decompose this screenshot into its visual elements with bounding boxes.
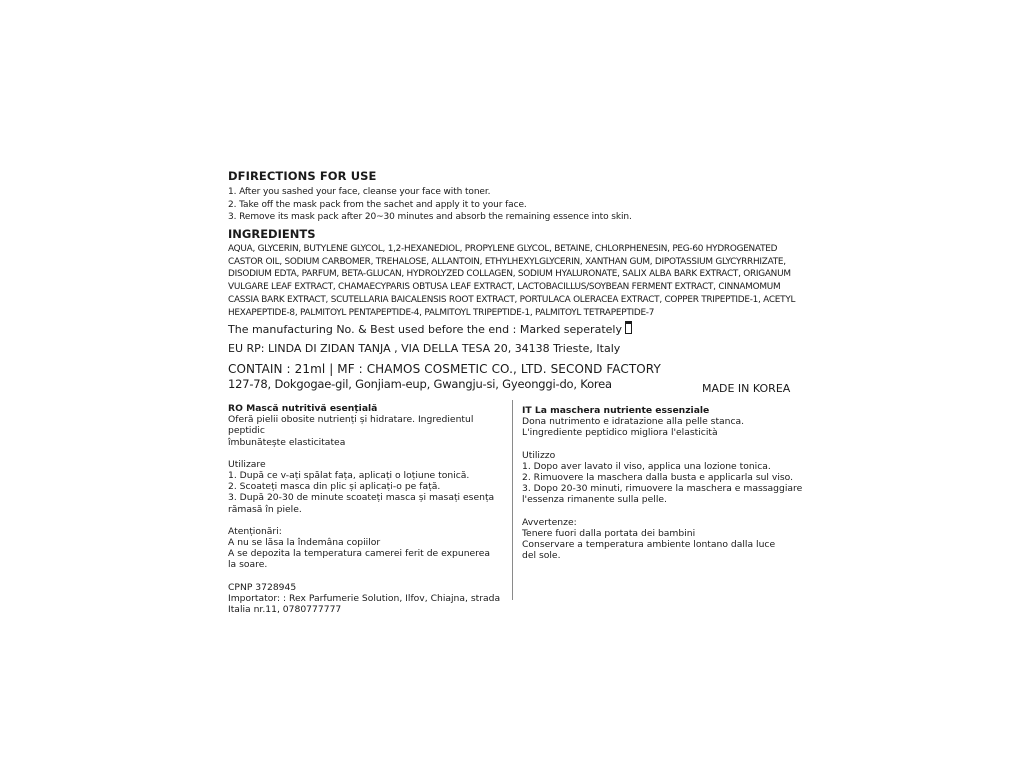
importer-text: : Rex Parfumerie Solution, Ilfov, Chiajna, strada — [280, 592, 501, 604]
ingredients-text: AQUA, GLYCERIN, BUTYLENE GLYCOL, 1,2-HEXANEDIOL, PROPYLENE GLYCOL, BETAINE, CHLORPHENESIN, PEG-60 HYDROGENATED CASTOR OIL, SODIUM CARBOMER, TREHALOSE, ALLANTOIN, ETHYLHEXYLGLYCERIN, XANTHAN GUM, DIPOTASSIUM GLYCYRRHIZATE, DISODIUM EDTA, PARFUM, BETA-GLUCAN, HYDROLYZED COLLAGEN, SODIUM HYALURONATE, SALIX ALBA BARK EXTRACT, ORIGANUM VULGARE LEAF EXTRACT, CHAMAECYPARIS OBTUSA LEAF EXTRACT, LACTOBACILLUS/SOYBEAN FERMENT EXTRACT, CINNAMOMUM CASSIA BARK EXTRACT, SCUTELLARIA BAICALENSIS ROOT EXTRACT, PORTULACA OLERACEA EXTRACT, COPPER TRIPEPTIDE-1, ACETYL HEXAPEPTIDE-8, PALMITOYL PENTAPEPTIDE-4, PALMITOYL TRIPEPTIDE-1, PALMITOYL TETRAPEPTIDE-7 — [228, 244, 796, 318]
it-warning-line: del sole. — [522, 550, 561, 562]
ro-usage-line: 1. După ce v-ați spălat fața, aplicați o loțiune tonică. — [228, 470, 470, 482]
ro-usage-line: rămasă în piele. — [228, 503, 302, 515]
manufacturer-address: 127-78, Dokgogae-gil, Gonjiam-eup, Gwangju-si, Gyeonggi-do, Korea — [228, 377, 612, 391]
direction-step: 2. Take off the mask pack from the sachet and apply it to your face. — [228, 199, 527, 210]
cpnp-number: CPNP 3728945 — [228, 581, 297, 593]
it-intro-line: Dona nutrimento e idratazione alla pelle stanca. — [522, 416, 745, 428]
it-warning-line: Conservare a temperatura ambiente lontano dalla luce — [522, 539, 776, 551]
eu-responsible-person: EU RP: LINDA DI ZIDAN TANJA , VIA DELLA TESA 20, 34138 Trieste, Italy — [228, 342, 621, 355]
direction-step: 1. After you sashed your face, cleanse your face with toner. — [228, 187, 491, 197]
romanian-section — [228, 403, 503, 615]
ingredients-title: INGREDIENTS — [228, 227, 316, 241]
ro-warning-line: A se depozita la temperatura camerei ferit de expunerea — [228, 548, 491, 560]
it-usage-line: 1. Dopo aver lavato il viso, applica una lozione tonica. — [522, 460, 771, 472]
ro-intro-line: îmbunătește elasticitatea — [228, 436, 346, 448]
importer-line — [228, 593, 503, 604]
manufacturing-note-text: The manufacturing No. & Best used before the end : Marked seperately — [228, 323, 622, 336]
direction-step: 3. Remove its mask pack after 20~30 minutes and absorb the remaining essence into skin. — [228, 212, 632, 222]
it-usage-line: 2. Rimuovere la maschera dalla busta e applicarla sul viso. — [522, 472, 794, 484]
ro-usage-title: Utilizare — [228, 458, 266, 470]
importer-line: Italia nr.11, 0780777777 — [228, 604, 342, 616]
ro-warning-line: A nu se lăsa la îndemâna copiilor — [228, 537, 381, 549]
italian-section — [522, 405, 807, 561]
directions-list — [228, 186, 632, 224]
contain-manufacturer: CONTAIN : 21ml | MF : CHAMOS COSMETIC CO., LTD. SECOND FACTORY — [228, 362, 661, 376]
ro-intro-line: Oferă pielii obosite nutrienți și hidratare. Ingredientul peptidic — [228, 414, 474, 437]
it-warnings-title: Avvertenze: — [522, 516, 577, 528]
it-usage-title: Utilizzo — [522, 449, 556, 461]
it-warning-line: Tenere fuori dalla portata dei bambini — [522, 527, 696, 539]
ro-warnings-title: Atenționări: — [228, 525, 282, 537]
ro-warning-line: la soare. — [228, 559, 268, 571]
ro-usage-line: 2. Scoateți masca din plic și aplicați-o pe față. — [228, 481, 441, 493]
manufacturing-note — [228, 321, 632, 336]
column-divider — [512, 400, 513, 600]
ro-usage-line: 3. După 20-30 de minute scoateți masca și masați esența — [228, 492, 495, 504]
importer-label: Importator: — [228, 592, 281, 604]
directions-title: DFIRECTIONS FOR USE — [228, 169, 377, 183]
it-intro-line: L'ingrediente peptidico migliora l'elasticità — [522, 427, 718, 439]
it-title: IT La maschera nutriente essenziale — [522, 405, 710, 416]
it-usage-line: l'essenza rimanente sulla pelle. — [522, 494, 667, 506]
package-mark-icon — [625, 321, 632, 334]
it-usage-line: 3. Dopo 20-30 minuti, rimuovere la maschera e massaggiare — [522, 483, 803, 495]
ro-title: RO Mască nutritivă esențială — [228, 403, 378, 414]
made-in-korea: MADE IN KOREA — [702, 382, 791, 395]
